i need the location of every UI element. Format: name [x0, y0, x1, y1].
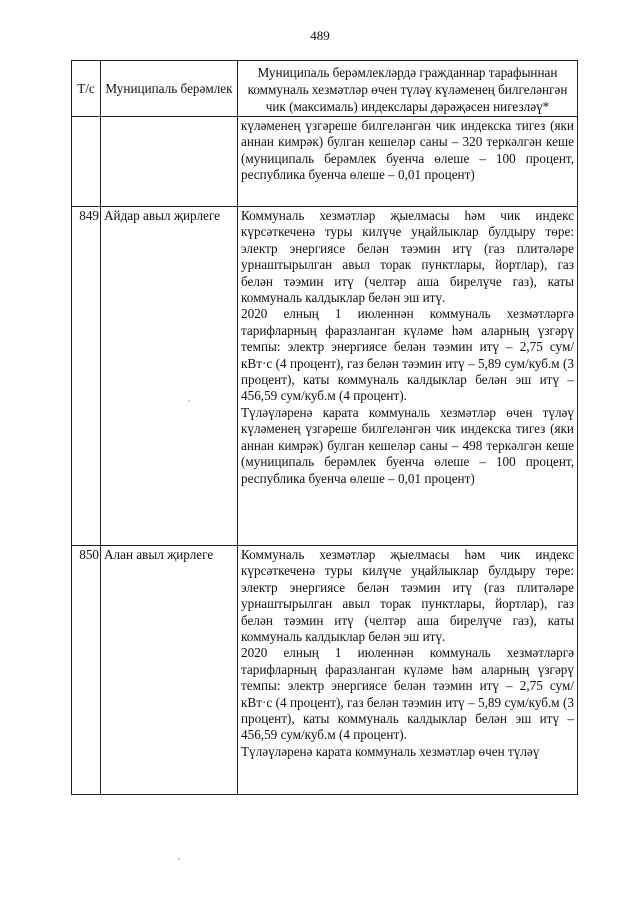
row-paragraph: 2020 елның 1 июленнән коммуналь хезмәтләргә тарифларның фаразланган күләме һәм аларның үзгәрү темпы: электр энергиясе белән тәэмин итү – 2,75 сум/кВт·с (4 процент), газ белән тәэмин итү – 5,89 сум/куб.м (3 процент), каты коммуналь калдыклар белән эш итү – 456,59 сум/куб.м (4 процент).	[241, 306, 574, 404]
row-num	[72, 117, 101, 207]
row-paragraph: Түләүләренә карата коммуналь хезмәтләр өчен түләү	[241, 743, 540, 759]
row-paragraph: күләменең үзгәреше билгеләнгән чик индекска тигез (яки аннан кимрәк) булган кешеләр саны – 320 теркәлгән кеше (муниципаль берәмлек буенча өлеше – 100 процент, республика буенча өлеше – 0,01 процент)	[241, 118, 574, 183]
table-row	[72, 207, 578, 546]
row-num: 850	[72, 546, 101, 795]
page-number: 489	[310, 28, 330, 43]
row-text	[238, 207, 578, 546]
scan-speck	[188, 400, 190, 402]
row-text	[238, 546, 578, 795]
table-row	[72, 117, 578, 207]
row-paragraph: Түләүләренә карата коммуналь хезмәтләр өчен түләү күләменең үзгәреше билгеләнгән чик индекска тигез (яки аннан кимрәк) булган кешеләр саны – 498 теркәлгән кеше (муниципаль берәмлек буенча өлеше – 100 процент, республика буенча өлеше – 0,01 процент)	[241, 404, 574, 486]
table-row	[72, 546, 578, 795]
header-index: Муниципаль берәмлекләрдә гражданнар тарафыннан коммуналь хезмәтләр өчен түләү күләменең билгеләнгән чик (максималь) индекслары дәрәҗәсен нигезләү*	[238, 61, 578, 117]
row-paragraph: Коммуналь хезмәтләр җыелмасы һәм чик индекс күрсәткеченә туры килүче уңайлыклар булдыру төре: электр энергиясе белән тәэмин итү (газ плитәләре урнаштырылган авыл торак пунктлары, йортлар), газ белән тәэмин итү (челтәр аша бирелүче газ), каты коммуналь калдыклар белән эш итү.	[241, 208, 574, 306]
header-municipality: Муниципаль берәмлек	[101, 61, 238, 117]
header-num: Т/с	[72, 61, 101, 117]
table-header-row	[72, 61, 578, 117]
row-municipality	[101, 117, 238, 207]
row-paragraph: 2020 елның 1 июленнән коммуналь хезмәтләргә тарифларның фаразланган күләме һәм аларның үзгәрү темпы: электр энергиясе белән тәэмин итү – 2,75 сум/кВт·с (4 процент), газ белән тәэмин итү – 5,89 сум/куб.м (3 процент), каты коммуналь калдыклар белән эш итү – 456,59 сум/куб.м (4 процент).	[241, 645, 574, 743]
row-municipality: Алан авыл җирлеге	[101, 546, 238, 795]
row-num: 849	[72, 207, 101, 546]
tariff-index-table	[71, 60, 578, 795]
row-paragraph: Коммуналь хезмәтләр җыелмасы һәм чик индекс күрсәткеченә туры килүче уңайлыклар булдыру төре: электр энергиясе белән тәэмин итү (газ плитәләре урнаштырылган авыл торак пунктлары, йортлар), газ белән тәэмин итү (челтәр аша бирелүче газ), каты коммуналь калдыклар белән эш итү.	[241, 547, 574, 645]
scan-speck	[178, 858, 180, 860]
row-municipality: Айдар авыл җирлеге	[101, 207, 238, 546]
row-text	[238, 117, 578, 207]
